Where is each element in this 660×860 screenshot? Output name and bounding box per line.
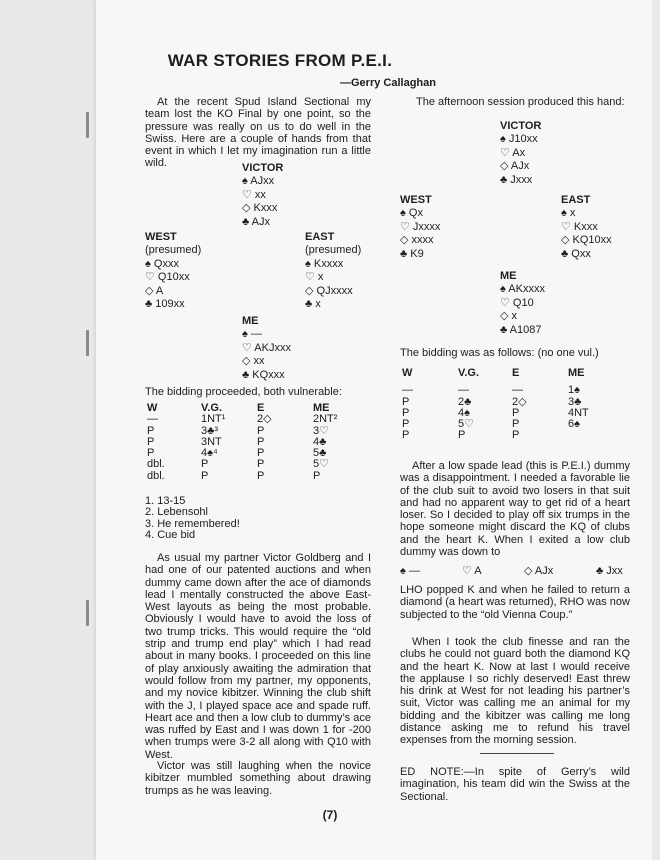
bid: 4♠⁴ (201, 447, 218, 460)
card-holding: ◇ QJxxxx (305, 284, 353, 297)
bid: 4NT (568, 406, 589, 419)
bid: 2◇ (512, 395, 527, 408)
card-holding: ♣ KQxxx (242, 368, 285, 381)
bidding-header: V.G. (458, 367, 479, 379)
bidding2-intro: The bidding was as follows: (no one vul.) (400, 347, 599, 359)
footnote: 3. He remembered! (145, 517, 240, 530)
card-holding: ◇ AJx (500, 160, 530, 173)
bid: P (257, 458, 265, 471)
bid: 5♣ (313, 447, 327, 460)
bid: P (201, 458, 209, 471)
bid: P (313, 469, 321, 482)
hand-label: ME (242, 315, 259, 327)
story-paragraph: Victor was still laughing when the novice kibitzer mumbled something about drawing trumps as he was leaving. (145, 760, 371, 797)
bid: P (512, 429, 520, 442)
bid: 3♡ (313, 424, 329, 437)
hand-label: ME (500, 270, 517, 282)
hand2-west (400, 194, 440, 261)
card-holding: ♣ A1087 (500, 323, 542, 336)
card-holding: ♡ Jxxxx (400, 220, 441, 233)
bid: 1♠ (568, 384, 580, 397)
bid: P (402, 406, 410, 419)
binder-mark (86, 112, 89, 138)
bidding-header: W (402, 367, 413, 379)
card-holding: ♠ Qx (400, 207, 423, 220)
bid: dbl. (147, 469, 165, 482)
bidding-header: ME (313, 402, 330, 414)
bid: P (512, 418, 520, 431)
hand-label: EAST (561, 194, 591, 206)
bid: — (512, 384, 523, 397)
bid: 2◇ (257, 413, 272, 426)
card-holding: ♣ 109xx (145, 298, 185, 311)
bid: P (257, 447, 265, 460)
bid: 5♡ (313, 458, 329, 471)
bid: 3♣ (568, 395, 582, 408)
bid: 5♡ (458, 418, 474, 431)
card-holding: ◇ A (145, 284, 164, 297)
bidding-header: E (512, 367, 520, 379)
bid: 3♣³ (201, 424, 218, 437)
hand1-north (242, 162, 283, 229)
bidding-row (145, 471, 371, 482)
intro-paragraph: At the recent Spud Island Sectional my team lost the KO Final by one point, so the pressure was really on us to do well in the Swiss. Here are a couple of hands from that event in which I let my imagination run a little wild. (145, 96, 371, 170)
card-holding: ◇ x (500, 310, 518, 323)
dummy-holding-line (400, 565, 630, 577)
card-holding: ♡ A (462, 565, 482, 577)
bid: P (257, 424, 265, 437)
bid: 4♠ (458, 406, 470, 419)
bidding-header: W (147, 402, 158, 414)
card-holding: ♡ Kxxx (561, 220, 598, 233)
card-holding: ♡ xx (242, 188, 266, 201)
bid: 1NT¹ (201, 413, 226, 426)
section-divider (480, 753, 554, 754)
footnotes (145, 496, 371, 541)
bid: 2NT² (313, 413, 338, 426)
bid: P (201, 469, 209, 482)
story-paragraph: After a low spade lead (this is P.E.I.) dummy was a disappointment. I needed a favorable lie of the club suit to avoid two losers in that suit and had no apparent way to get rid of a heart loser. So I decided to play off six trumps in the hope someone might discard the KQ of clubs and the heart K. When I exited a low club dummy was down to (400, 460, 630, 559)
bid: P (458, 429, 466, 442)
footnote: 2. Lebensohl (145, 506, 208, 519)
card-holding: ♡ AKJxxx (242, 341, 291, 354)
card-holding: ♠ — (400, 565, 420, 577)
byline: —Gerry Callaghan (340, 77, 436, 89)
bid: P (147, 435, 155, 448)
card-holding: ♠ AKxxxx (500, 283, 545, 296)
bid: P (402, 429, 410, 442)
bid: P (257, 469, 265, 482)
card-holding: ♠ — (242, 328, 262, 341)
bidding2-table (400, 368, 630, 442)
binder-mark (86, 600, 89, 626)
bid: dbl. (147, 458, 165, 471)
bid: P (147, 447, 155, 460)
hand-label: VICTOR (242, 162, 284, 174)
hand1-east (305, 231, 361, 311)
story-paragraph: As usual my partner Victor Goldberg and I had one of our patented auctions and when dummy came down after the ace of diamonds lead I mentally constructed the above East-West layouts as being the most probable. Obviously I would have to avoid the loss of two trump tricks. This would require the “old strip and trump end play” which I had read about in many books. I proceeded on this line of play anxiously awaiting the admiration that would follow from my partner, my opponents, and my novice kibitzer. Winning the club shift with the J, I played space ace and spade ruff. Heart ace and then a low club to dummy’s ace was ruffed by East and I was down 1 for -200 when trumps were 3-2 all along with Q10 with West. (145, 552, 371, 761)
card-holding: ♣ Qxx (561, 247, 591, 260)
card-holding: ♠ J10xx (500, 133, 538, 146)
bid: — (147, 413, 158, 426)
hand2-east (561, 194, 612, 261)
card-holding: ◇ AJx (524, 565, 554, 577)
bidding-row (400, 385, 630, 396)
hand-note: (presumed) (145, 244, 202, 257)
card-holding: ♣ Jxx (596, 565, 623, 577)
bidding1-intro: The bidding proceeded, both vulnerable: (145, 386, 342, 398)
page-number: (7) (322, 808, 338, 822)
bidding-header: V.G. (201, 402, 222, 414)
binder-mark (86, 330, 89, 356)
card-holding: ◇ Kxxx (242, 202, 278, 215)
bid: P (147, 424, 155, 437)
card-holding: ◇ KQ10xx (561, 234, 612, 247)
bidding-header: E (257, 402, 265, 414)
card-holding: ♣ K9 (400, 247, 424, 260)
bid: 6♠ (568, 418, 580, 431)
bid: P (257, 435, 265, 448)
card-holding: ♣ x (305, 298, 321, 311)
bid: 4♣ (313, 435, 327, 448)
hand-label: WEST (400, 194, 432, 206)
footnote: 4. Cue bid (145, 528, 196, 541)
article-title: WAR STORIES FROM P.E.I. (167, 51, 393, 70)
bid: — (458, 384, 469, 397)
bid: — (402, 384, 413, 397)
card-holding: ♠ Qxxx (145, 257, 179, 270)
hand2-south (500, 270, 545, 337)
bidding1-table (145, 403, 371, 482)
bidding-header-row (400, 368, 630, 379)
card-holding: ♡ Q10 (500, 296, 534, 309)
bid: P (512, 406, 520, 419)
hand-label: WEST (145, 231, 177, 243)
hand1-west (145, 231, 201, 311)
card-holding: ♠ Kxxxx (305, 257, 344, 270)
hand1-south (242, 315, 291, 382)
story-paragraph: When I took the club finesse and ran the clubs he could not guard both the diamond KQ and the heart K. Now at last I would receive the applause I so richly deserved! East threw his drink at West for not leading his partner’s suit, Victor was calling me an animal for my bidding and the kibitzer was calling me long distance asking me to refund his travel expenses from the morning session. (400, 636, 630, 747)
story-paragraph: LHO popped K and when he failed to return a diamond (a heart was returned), RHO was now subjected to the “old Vienna Coup.” (400, 584, 630, 621)
hand-label: VICTOR (500, 120, 542, 132)
editor-note: ED NOTE:—In spite of Gerry’s wild imagination, his team did win the Swiss at the Sectional. (400, 766, 630, 803)
card-holding: ♣ AJx (242, 215, 271, 228)
bidding-row (145, 414, 371, 425)
card-holding: ◇ xx (242, 355, 265, 368)
card-holding: ♡ Q10xx (145, 271, 190, 284)
hand2-north (500, 120, 541, 187)
right-intro: The afternoon session produced this hand: (416, 96, 625, 108)
footnote: 1. 13-15 (145, 495, 186, 507)
card-holding: ◇ xxxx (400, 234, 434, 247)
bidding-header: ME (568, 367, 585, 379)
hand-note: (presumed) (305, 244, 362, 257)
card-holding: ♣ Jxxx (500, 173, 533, 186)
card-holding: ♠ AJxx (242, 175, 275, 188)
card-holding: ♠ x (561, 207, 576, 220)
bid: P (402, 395, 410, 408)
bid: P (402, 418, 410, 431)
card-holding: ♡ Ax (500, 146, 526, 159)
hand-label: EAST (305, 231, 335, 243)
bidding-row (400, 430, 630, 441)
bid: 2♣ (458, 395, 472, 408)
bid: 3NT (201, 435, 222, 448)
card-holding: ♡ x (305, 271, 324, 284)
